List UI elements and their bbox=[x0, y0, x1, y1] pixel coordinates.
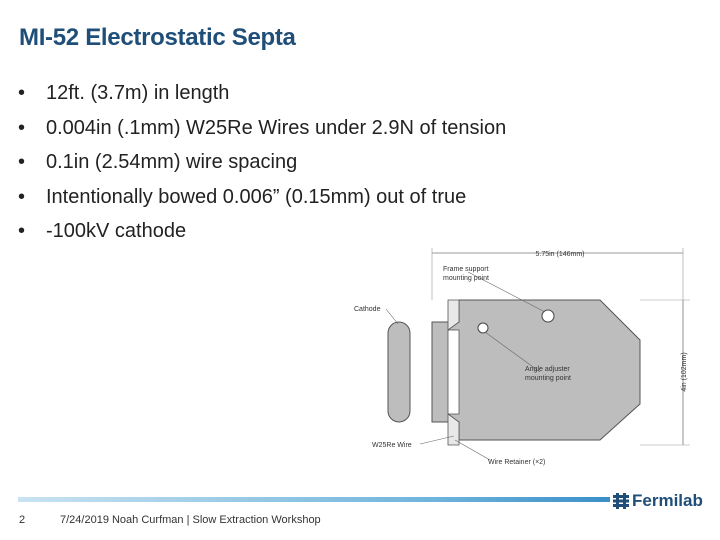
wire-retainer-label: Wire Retainer (×2) bbox=[488, 459, 546, 466]
fermilab-logo-text: Fermilab bbox=[632, 491, 703, 510]
leader-line bbox=[386, 309, 398, 324]
cathode-shape bbox=[388, 322, 410, 422]
bullet-text: 12ft. (3.7m) in length bbox=[46, 82, 230, 104]
angle-adjuster-hole bbox=[478, 323, 488, 333]
septa-cross-section-diagram bbox=[330, 240, 710, 470]
bullet-item bbox=[18, 79, 506, 114]
angle-adjuster-label: mounting point bbox=[525, 375, 571, 382]
bullet-item bbox=[18, 148, 506, 183]
bullet-list bbox=[18, 79, 506, 252]
bullet-item bbox=[18, 114, 506, 149]
bullet-symbol: • bbox=[18, 82, 26, 104]
frame-support-label: Frame support bbox=[443, 266, 489, 273]
wire-label: W25Re Wire bbox=[372, 442, 412, 449]
fermilab-logo-icon bbox=[613, 493, 629, 509]
slide-title: MI-52 Electrostatic Septa bbox=[19, 24, 296, 51]
angle-adjuster-label: Angle adjuster bbox=[525, 366, 570, 373]
bullet-text: Intentionally bowed 0.006” (0.15mm) out of true bbox=[46, 185, 467, 208]
leader-line bbox=[455, 440, 490, 460]
bullet-symbol: • bbox=[18, 185, 26, 208]
cathode-label: Cathode bbox=[354, 306, 381, 313]
page-number: 2 bbox=[19, 514, 26, 526]
footer-accent-bar bbox=[18, 497, 610, 502]
bullet-text: -100kV cathode bbox=[46, 220, 187, 242]
height-dimension-label: 4in (102mm) bbox=[681, 352, 688, 392]
bullet-text: 0.1in (2.54mm) wire spacing bbox=[46, 151, 298, 173]
septum-slot bbox=[448, 330, 459, 414]
width-dimension-label: 5.75in (146mm) bbox=[535, 251, 585, 258]
bullet-symbol: • bbox=[18, 151, 26, 173]
bullet-symbol: • bbox=[18, 116, 26, 139]
bullet-symbol: • bbox=[18, 220, 26, 242]
fermilab-logo bbox=[613, 488, 703, 514]
footer-caption: 7/24/2019 Noah Curfman | Slow Extraction Workshop bbox=[60, 514, 321, 526]
frame-support-hole bbox=[542, 310, 554, 322]
bullet-item bbox=[18, 183, 506, 218]
frame-support-label: mounting point bbox=[443, 275, 489, 282]
bullet-text: 0.004in (.1mm) W25Re Wires under 2.9N of tension bbox=[46, 116, 507, 139]
